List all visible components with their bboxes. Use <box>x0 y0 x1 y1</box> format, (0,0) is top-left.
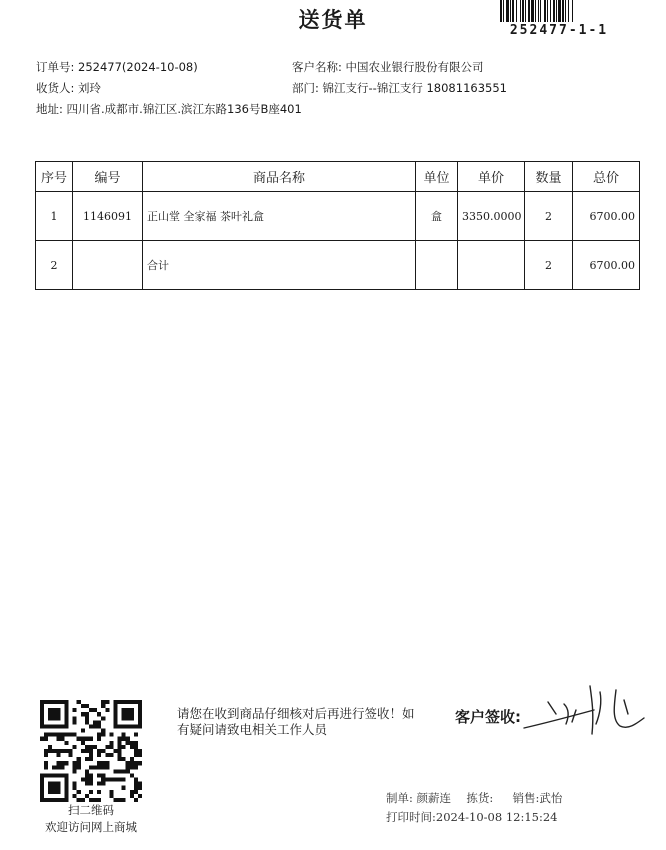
customer-name-value: 中国农业银行股份有限公司 <box>345 60 484 74</box>
department-value: 锦江支行--锦江支行 18081163551 <box>322 81 507 95</box>
items-table <box>35 161 640 290</box>
qr-code-icon[interactable] <box>40 700 142 802</box>
table-header-row <box>36 162 640 192</box>
cell-quantity: 2 <box>525 241 573 290</box>
table-row <box>36 192 640 241</box>
cell-total: 6700.00 <box>573 192 640 241</box>
cell-total: 6700.00 <box>573 241 640 290</box>
department-label: 部门: <box>292 81 319 95</box>
footer-staff-line <box>386 790 562 806</box>
cell-quantity: 2 <box>525 192 573 241</box>
table-row <box>36 241 640 290</box>
sales-label: 销售: <box>512 791 540 805</box>
maker-value: 颜薪连 <box>416 791 452 805</box>
document-title: 送货单 <box>298 8 368 32</box>
maker-label: 制单: <box>386 791 413 805</box>
qr-caption-scan: 扫二维码 <box>68 803 114 817</box>
receiver-label: 收货人: <box>36 81 75 95</box>
customer-signature-label: 客户签收: <box>455 708 521 726</box>
receiver <box>36 80 101 96</box>
cell-unit-price <box>458 241 525 290</box>
header-unit: 单位 <box>416 162 458 192</box>
address-label: 地址: <box>36 102 63 116</box>
cell-index: 1 <box>36 192 73 241</box>
barcode-number: 252477-1-1 <box>509 23 609 38</box>
customer-name <box>292 59 484 75</box>
cell-unit-price: 3350.0000 <box>458 192 525 241</box>
cell-code: 1146091 <box>73 192 143 241</box>
header-index: 序号 <box>36 162 73 192</box>
order-number <box>36 59 198 75</box>
header-unit-price: 单价 <box>458 162 525 192</box>
sales-value: 武怡 <box>539 791 563 805</box>
cell-index: 2 <box>36 241 73 290</box>
barcode <box>500 0 618 22</box>
header-product-name: 商品名称 <box>143 162 416 192</box>
cell-product-name: 正山堂 全家福 茶叶礼盒 <box>143 192 416 241</box>
handwritten-signature <box>520 680 650 740</box>
qr-caption-visit: 欢迎访问网上商城 <box>45 820 137 834</box>
print-time-label: 打印时间: <box>386 810 436 824</box>
order-number-value: 252477(2024-10-08) <box>78 60 198 74</box>
order-number-label: 订单号: <box>36 60 75 74</box>
customer-name-label: 客户名称: <box>292 60 342 74</box>
picker-label: 拣货: <box>466 791 494 805</box>
address <box>36 101 302 117</box>
cell-code <box>73 241 143 290</box>
print-time-value: 2024-10-08 12:15:24 <box>435 810 558 824</box>
receiver-value: 刘玲 <box>78 81 102 95</box>
cell-unit <box>416 241 458 290</box>
header-total: 总价 <box>573 162 640 192</box>
address-value: 四川省.成都市.锦江区.滨江东路136号B座401 <box>66 102 302 116</box>
cell-unit: 盒 <box>416 192 458 241</box>
department <box>292 80 507 96</box>
header-code: 编号 <box>73 162 143 192</box>
notice-text: 请您在收到商品仔细核对后再进行签收！如有疑问请致电相关工作人员 <box>177 706 415 737</box>
header-quantity: 数量 <box>525 162 573 192</box>
cell-product-name: 合计 <box>143 241 416 290</box>
print-time <box>386 809 557 825</box>
